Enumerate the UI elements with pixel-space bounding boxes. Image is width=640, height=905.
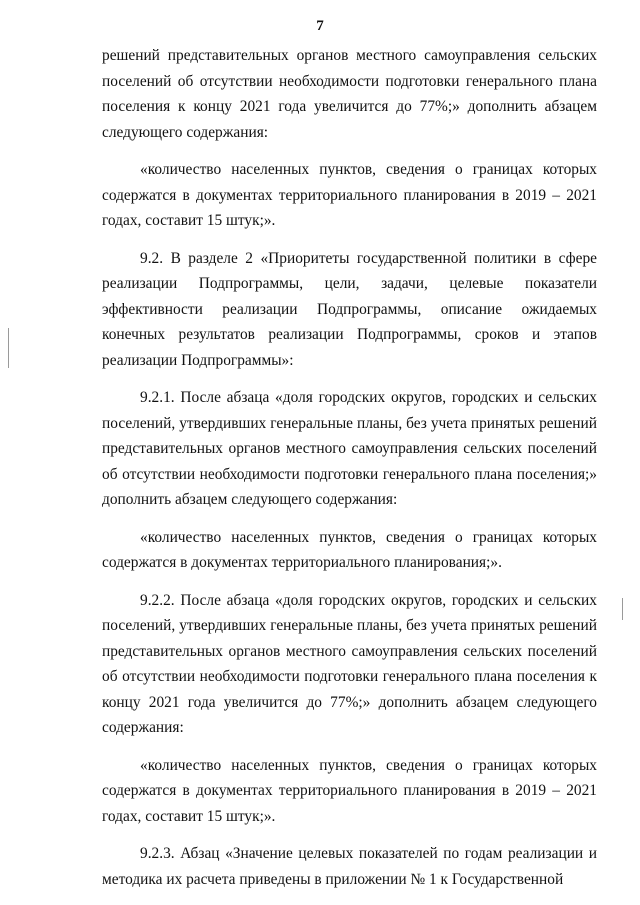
paragraph-9-2-3: 9.2.3. Абзац «Значение целевых показателей по годам реализации и методика их расчета приведены в приложении № 1 к Государственной	[102, 845, 597, 888]
paragraph-9-2-1: 9.2.1. После абзаца «доля городских округов, городских и сельских поселений, утвердивших генеральные планы, без учета принятых решений представительных органов местного самоуправления сельских поселений об отсутствии необходимости подготовки генерального плана поселения;» дополнить абзацем следующего содержания:	[102, 389, 597, 508]
paragraph-quote-settlements-2019-2021: «количество населенных пунктов, сведения о границах которых содержатся в документах территориального планирования в 2019 – 2021 годах, составит 15 штук;».	[102, 756, 597, 825]
page-number: 7	[316, 18, 324, 34]
scan-margin-mark-left	[8, 328, 9, 368]
paragraph-9-2: 9.2. В разделе 2 «Приоритеты государственной политики в сфере реализации Подпрограммы, цели, задачи, целевые показатели эффективности реализации Подпрограммы, описание ожидаемых конечных результатов реализации Подпрограммы, сроков и этапов реализации Подпрограммы»:	[102, 249, 597, 369]
paragraph-9-2-2: 9.2.2. После абзаца «доля городских округов, городских и сельских поселений, утвердивших генеральные планы, без учета принятых решений представительных органов местного самоуправления сельских поселений об отсутствии необходимости подготовки генерального плана поселения к концу 2021 года увеличится до 77%;» дополнить абзацем следующего содержания:	[102, 591, 597, 736]
document-body	[102, 43, 597, 892]
scan-margin-mark-right	[622, 598, 623, 620]
paragraph-quote-settlements: «количество населенных пунктов, сведения о границах которых содержатся в документах территориального планирования в 2019 – 2021 годах, составит 15 штук;».	[102, 161, 597, 229]
paragraph-continuation: решений представительных органов местного самоуправления сельских поселений об отсутствии необходимости подготовки генерального плана поселения к концу 2021 года увеличится до 77%;» дополнить абзацем следующего содержания:	[102, 47, 597, 141]
paragraph-quote-settlements-planning: «количество населенных пунктов, сведения о границах которых содержатся в документах территориального планирования;».	[102, 528, 597, 571]
